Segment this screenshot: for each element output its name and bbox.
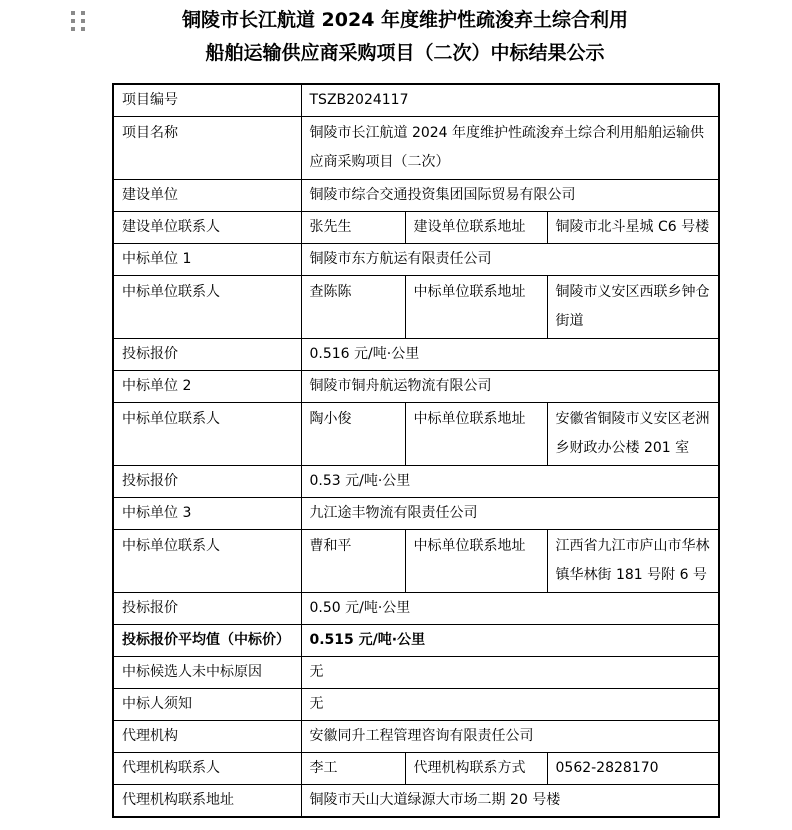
cell-label: 建设单位联系地址: [405, 212, 547, 244]
cell-label: 中标单位 1: [113, 244, 301, 276]
cell-value: 铜陵市北斗星城 C6 号楼: [547, 212, 719, 244]
cell-label: 中标候选人未中标原因: [113, 657, 301, 689]
table-row: [113, 339, 719, 371]
document-page: [0, 4, 792, 830]
bid-result-table: [112, 83, 720, 818]
table-row: [113, 530, 719, 593]
dot: [81, 11, 85, 15]
cell-value: 0562-2828170: [547, 753, 719, 785]
dot: [71, 19, 75, 23]
cell-value: 铜陵市东方航运有限责任公司: [301, 244, 719, 276]
cell-label: 代理机构: [113, 721, 301, 753]
cell-value: 铜陵市长江航道 2024 年度维护性疏浚弃土综合利用船舶运输供应商采购项目（二次）: [301, 117, 719, 180]
cell-label: 建设单位: [113, 180, 301, 212]
cell-value: 铜陵市综合交通投资集团国际贸易有限公司: [301, 180, 719, 212]
table-row: [113, 625, 719, 657]
cell-label: 中标单位联系地址: [405, 530, 547, 593]
table-row: [113, 276, 719, 339]
cell-value: 无: [301, 657, 719, 689]
dot: [81, 19, 85, 23]
table-row: [113, 721, 719, 753]
cell-value: 0.516 元/吨·公里: [301, 339, 719, 371]
dot: [71, 11, 75, 15]
cell-value: 张先生: [301, 212, 405, 244]
table-row: [113, 593, 719, 625]
cell-value: 0.515 元/吨·公里: [301, 625, 719, 657]
cell-label: 项目编号: [113, 84, 301, 117]
cell-label: 投标报价: [113, 339, 301, 371]
cell-value: 铜陵市义安区西联乡钟仓街道: [547, 276, 719, 339]
cell-value: 李工: [301, 753, 405, 785]
table-row: [113, 785, 719, 818]
cell-label: 中标单位联系人: [113, 530, 301, 593]
cell-value: 无: [301, 689, 719, 721]
cell-value: 安徽省铜陵市义安区老洲乡财政办公楼 201 室: [547, 403, 719, 466]
table-row: [113, 117, 719, 180]
table-row: [113, 498, 719, 530]
page-title: [99, 4, 711, 70]
cell-label: 中标单位 3: [113, 498, 301, 530]
cell-label: 建设单位联系人: [113, 212, 301, 244]
cell-value: 九江途丰物流有限责任公司: [301, 498, 719, 530]
cell-value: 0.50 元/吨·公里: [301, 593, 719, 625]
title-line-1: 铜陵市长江航道 2024 年度维护性疏浚弃土综合利用: [181, 9, 629, 31]
dot: [81, 27, 85, 31]
cell-value: 查陈陈: [301, 276, 405, 339]
cell-label: 投标报价: [113, 593, 301, 625]
cell-value: 江西省九江市庐山市华林镇华林街 181 号附 6 号: [547, 530, 719, 593]
cell-value: TSZB2024117: [301, 84, 719, 117]
drag-handle-icon[interactable]: [71, 11, 85, 31]
title-line-2: 船舶运输供应商采购项目（二次）中标结果公示: [205, 42, 605, 64]
cell-value: 陶小俊: [301, 403, 405, 466]
cell-label: 中标单位联系地址: [405, 403, 547, 466]
cell-value: 安徽同升工程管理咨询有限责任公司: [301, 721, 719, 753]
cell-label: 代理机构联系地址: [113, 785, 301, 818]
table-row: [113, 657, 719, 689]
cell-value: 曹和平: [301, 530, 405, 593]
table-row: [113, 753, 719, 785]
cell-label: 中标单位 2: [113, 371, 301, 403]
cell-value: 铜陵市铜舟航运物流有限公司: [301, 371, 719, 403]
cell-label: 中标单位联系人: [113, 403, 301, 466]
cell-value: 0.53 元/吨·公里: [301, 466, 719, 498]
dot: [71, 27, 75, 31]
cell-label: 投标报价: [113, 466, 301, 498]
table-row: [113, 180, 719, 212]
cell-label: 项目名称: [113, 117, 301, 180]
table-row: [113, 212, 719, 244]
table-row: [113, 371, 719, 403]
cell-label: 中标人须知: [113, 689, 301, 721]
cell-value: 铜陵市天山大道绿源大市场二期 20 号楼: [301, 785, 719, 818]
cell-label: 代理机构联系方式: [405, 753, 547, 785]
cell-label: 中标单位联系人: [113, 276, 301, 339]
table-row: [113, 466, 719, 498]
table-row: [113, 84, 719, 117]
table-row: [113, 244, 719, 276]
table-row: [113, 689, 719, 721]
cell-label: 代理机构联系人: [113, 753, 301, 785]
cell-label: 投标报价平均值（中标价）: [113, 625, 301, 657]
table-row: [113, 403, 719, 466]
cell-label: 中标单位联系地址: [405, 276, 547, 339]
